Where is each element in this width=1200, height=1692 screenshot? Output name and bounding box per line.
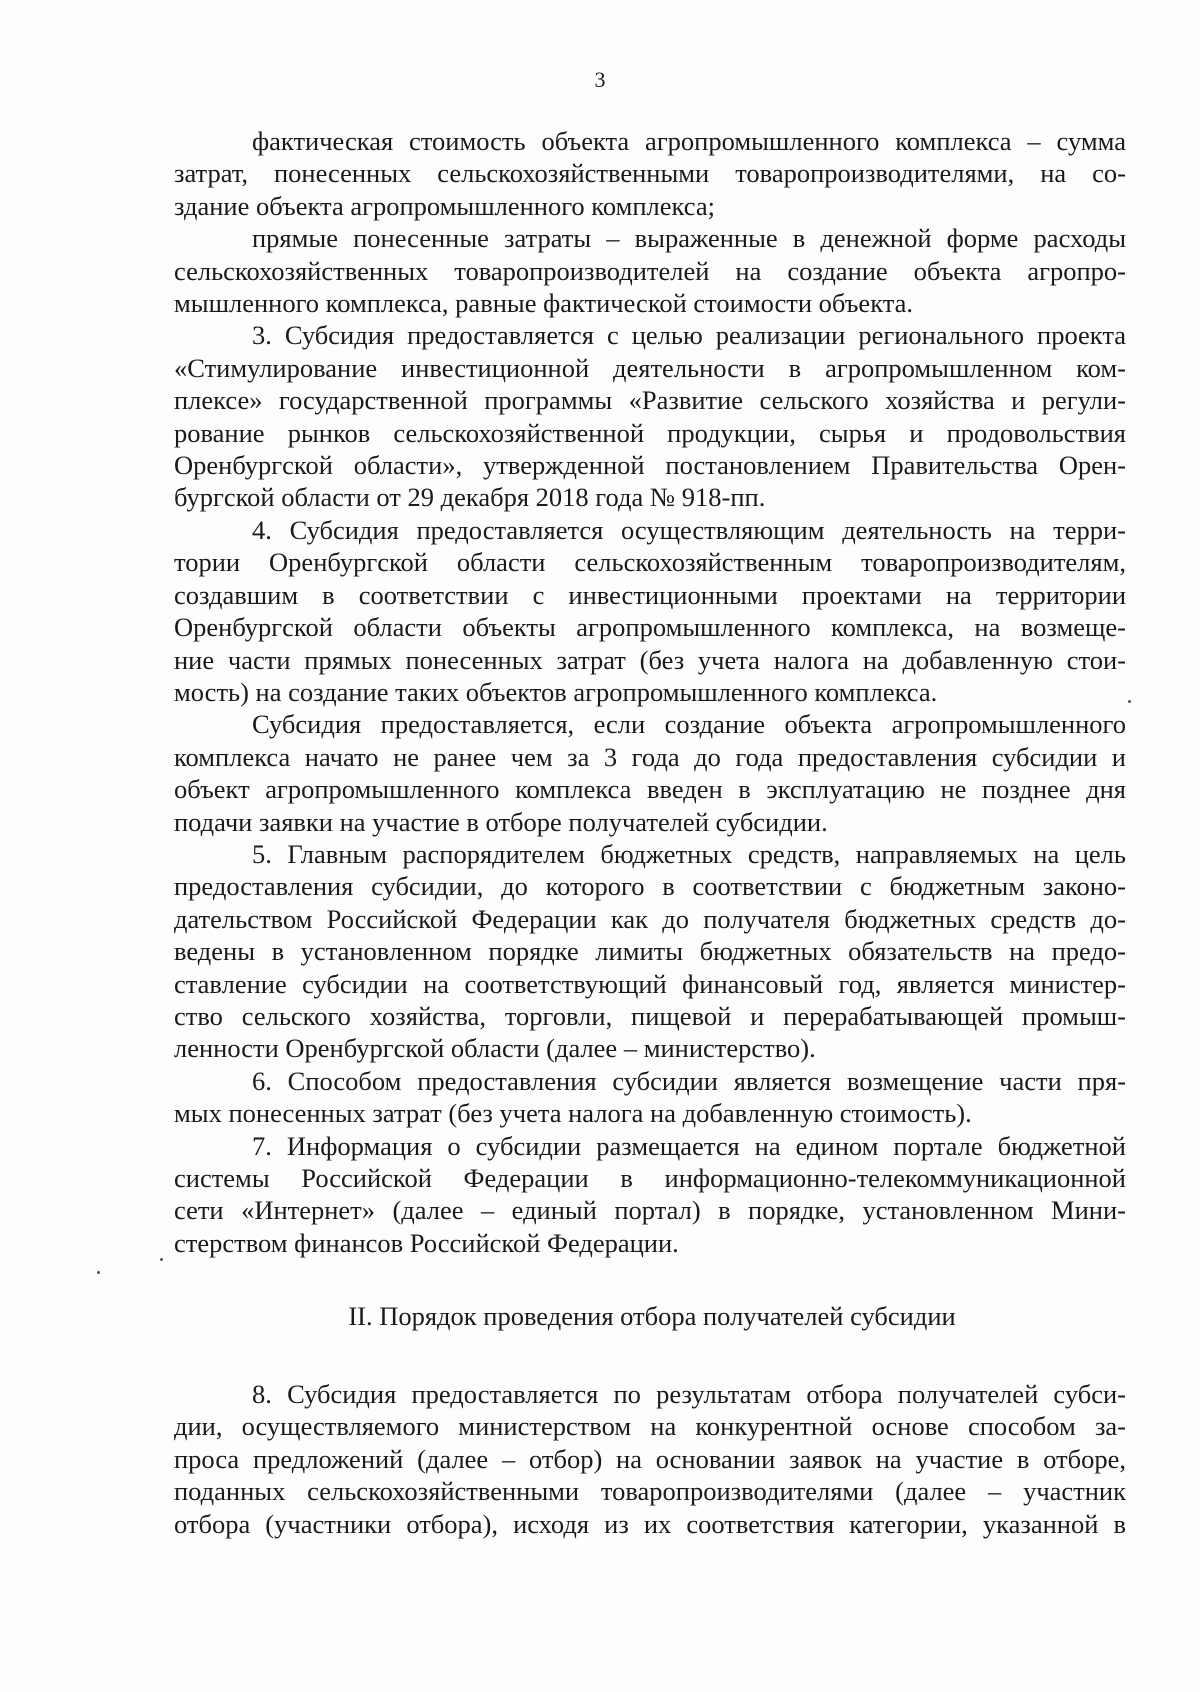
- paragraph-line: прямые понесенные затраты – выраженные в денежной форме расходы: [252, 223, 1126, 254]
- paragraph-line: 7. Информация о субсидии размещается на едином портале бюджетной: [252, 1130, 1126, 1161]
- scan-speck: [1128, 700, 1131, 703]
- paragraph-line: плексе» государственной программы «Развитие сельского хозяйства и регули-: [174, 385, 1126, 416]
- paragraph-line: мышленного комплекса, равные фактической стоимости объекта.: [174, 288, 914, 319]
- paragraph-line: здание объекта агропромышленного комплекса;: [174, 190, 715, 221]
- paragraph-line: затрат, понесенных сельскохозяйственными товаропроизводителями, на со-: [174, 158, 1126, 189]
- paragraph-line: дательством Российской Федерации как до получателя бюджетных средств до-: [174, 903, 1126, 934]
- paragraph-line: Оренбургской области объекты агропромышленного комплекса, на возмеще-: [174, 612, 1126, 643]
- section-heading: II. Порядок проведения отбора получателей субсидии: [348, 1301, 956, 1331]
- paragraph-line: рование рынков сельскохозяйственной продукции, сырья и продовольствия: [174, 417, 1126, 448]
- paragraph-line: сети «Интернет» (далее – единый портал) в порядке, установленном Мини-: [174, 1195, 1126, 1226]
- paragraph-line: бургской области от 29 декабря 2018 года № 918-пп.: [174, 482, 766, 513]
- paragraph-line: ведены в установленном порядке лимиты бюджетных обязательств на предо-: [174, 936, 1126, 967]
- paragraph-line: поданных сельскохозяйственными товаропроизводителями (далее – участник: [174, 1476, 1126, 1507]
- paragraph-line: 5. Главным распорядителем бюджетных средств, направляемых на цель: [252, 838, 1126, 869]
- paragraph-line: 6. Способом предоставления субсидии является возмещение части пря-: [252, 1065, 1126, 1096]
- paragraph-line: Оренбургской области», утвержденной постановлением Правительства Орен-: [174, 450, 1126, 481]
- paragraph-line: комплекса начато не ранее чем за 3 года до года предоставления субсидии и: [174, 741, 1126, 772]
- paragraph-line: подачи заявки на участие в отборе получателей субсидии.: [174, 806, 828, 837]
- paragraph-line: ние части прямых понесенных затрат (без учета налога на добавленную стои-: [174, 644, 1126, 675]
- paragraph-line: предоставления субсидии, до которого в соответствии с бюджетным законо-: [174, 871, 1126, 902]
- paragraph-line: тории Оренбургской области сельскохозяйственным товаропроизводителям,: [174, 547, 1126, 578]
- paragraph-line: дии, осуществляемого министерством на конкурентной основе способом за-: [174, 1411, 1126, 1442]
- document-body-section-1: [174, 125, 1126, 1259]
- paragraph-line: мость) на создание таких объектов агропромышленного комплекса.: [174, 676, 938, 707]
- paragraph-line: сельскохозяйственных товаропроизводителей на создание объекта агропро-: [174, 255, 1126, 286]
- document-body-section-2: [174, 1378, 1126, 1540]
- scan-speck: [160, 1258, 163, 1261]
- scan-speck: [97, 1271, 100, 1274]
- paragraph-line: ленности Оренбургской области (далее – министерство).: [174, 1033, 816, 1064]
- paragraph-line: «Стимулирование инвестиционной деятельности в агропромышленном ком-: [174, 352, 1126, 383]
- paragraph-line: 4. Субсидия предоставляется осуществляющим деятельность на терри-: [252, 514, 1126, 545]
- paragraph-line: стерством финансов Российской Федерации.: [174, 1227, 679, 1258]
- paragraph-line: ство сельского хозяйства, торговли, пищевой и перерабатывающей промыш-: [174, 1000, 1126, 1031]
- paragraph-line: отбора (участники отбора), исходя из их соответствия категории, указанной в: [174, 1508, 1126, 1539]
- paragraph-line: 3. Субсидия предоставляется с целью реализации регионального проекта: [252, 320, 1126, 351]
- paragraph-line: Субсидия предоставляется, если создание объекта агропромышленного: [252, 709, 1126, 740]
- paragraph-line: проса предложений (далее – отбор) на основании заявок на участие в отборе,: [174, 1443, 1126, 1474]
- paragraph-line: объект агропромышленного комплекса введен в эксплуатацию не позднее дня: [174, 774, 1126, 805]
- paragraph-line: создавшим в соответствии с инвестиционными проектами на территории: [174, 579, 1126, 610]
- paragraph-line: ставление субсидии на соответствующий финансовый год, является министер-: [174, 968, 1126, 999]
- paragraph-line: 8. Субсидия предоставляется по результатам отбора получателей субси-: [252, 1379, 1126, 1409]
- paragraph-line: системы Российской Федерации в информационно-телекоммуникационной: [174, 1163, 1126, 1193]
- paragraph-line: мых понесенных затрат (без учета налога на добавленную стоимость).: [174, 1098, 972, 1129]
- page-number: 3: [594, 67, 606, 92]
- paragraph-line: фактическая стоимость объекта агропромышленного комплекса – сумма: [252, 126, 1126, 156]
